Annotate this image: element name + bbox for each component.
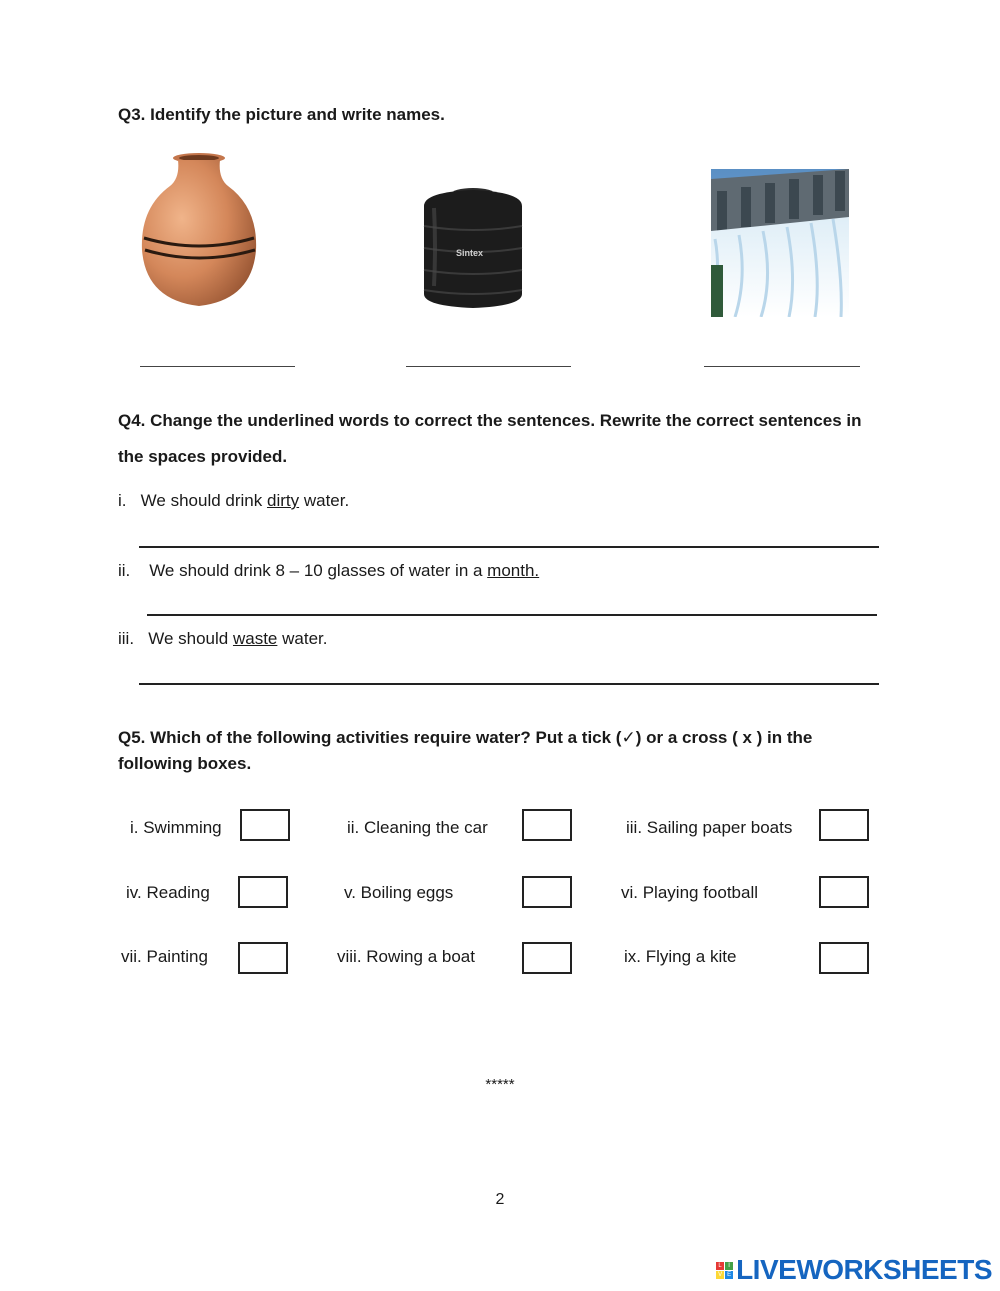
q4-item-pre: We should drink 8 – 10 glasses of water in a — [149, 561, 488, 580]
activity-sailing-boats: iii. Sailing paper boats — [626, 818, 793, 837]
dam-image — [711, 169, 849, 317]
end-stars: ***** — [485, 1076, 515, 1093]
q4-item-number: i. — [118, 491, 127, 510]
q4-item-number: iii. — [118, 629, 135, 648]
q5-heading-line1: Q5. Which of the following activities require water? Put a tick (✓) or a cross ( x ) in the — [118, 728, 813, 747]
q4-item-2 — [118, 561, 539, 581]
logo-tile: L — [716, 1262, 724, 1270]
answer-box-flying-kite[interactable] — [819, 942, 869, 974]
logo-tile: V — [718, 1271, 723, 1278]
tank-brand-label: Sintex — [456, 248, 484, 258]
q4-item-post: water. — [299, 491, 350, 510]
q4-item-number: ii. — [118, 561, 131, 580]
q4-item-post: water. — [277, 629, 328, 648]
answer-box-sailing-boats[interactable] — [819, 809, 869, 841]
q4-heading-line2: the spaces provided. — [118, 447, 288, 466]
water-tank-image — [418, 186, 528, 310]
q4-item-pre: We should — [148, 629, 233, 648]
answer-box-rowing-boat[interactable] — [522, 942, 572, 974]
q4-answer-line-2[interactable] — [147, 614, 877, 616]
activity-boiling-eggs: v. Boiling eggs — [344, 883, 454, 902]
brand-text: LIVEWORKSHEETS — [736, 1254, 992, 1285]
clay-pot-image — [130, 150, 263, 316]
underlined-word: month. — [487, 561, 540, 580]
underlined-word: waste — [232, 629, 278, 648]
answer-box-cleaning-car[interactable] — [522, 809, 572, 841]
logo-tiles-icon — [716, 1262, 733, 1279]
answer-box-painting[interactable] — [238, 942, 288, 974]
answer-box-reading[interactable] — [238, 876, 288, 908]
q4-item-3 — [118, 629, 327, 649]
answer-box-swimming[interactable] — [240, 809, 290, 841]
answer-box-boiling-eggs[interactable] — [522, 876, 572, 908]
q4-item-1 — [118, 491, 349, 511]
underlined-word: dirty — [266, 491, 300, 510]
answer-line-dam[interactable] — [704, 366, 860, 367]
logo-tile: I — [725, 1262, 733, 1270]
activity-rowing-boat: viii. Rowing a boat — [337, 947, 475, 966]
activity-playing-football: vi. Playing football — [621, 883, 759, 902]
answer-line-tank[interactable] — [406, 366, 571, 367]
logo-tile: E — [727, 1271, 732, 1278]
answer-box-playing-football[interactable] — [819, 876, 869, 908]
activity-flying-kite: ix. Flying a kite — [624, 947, 737, 966]
activity-cleaning-car: ii. Cleaning the car — [347, 818, 488, 837]
activity-reading: iv. Reading — [126, 883, 210, 902]
page-number: 2 — [495, 1191, 505, 1208]
activity-swimming: i. Swimming — [130, 818, 222, 837]
q4-heading-line1: Q4. Change the underlined words to correct the sentences. Rewrite the correct sentences in — [118, 411, 862, 430]
q5-heading-line2: following boxes. — [118, 754, 252, 773]
q3-heading: Q3. Identify the picture and write names. — [118, 105, 445, 124]
q4-answer-line-3[interactable] — [139, 683, 879, 685]
liveworksheets-logo[interactable] — [716, 1254, 992, 1286]
answer-line-pot[interactable] — [140, 366, 295, 367]
q4-item-pre: We should drink — [140, 491, 267, 510]
q4-answer-line-1[interactable] — [139, 546, 879, 548]
activity-painting: vii. Painting — [121, 947, 208, 966]
